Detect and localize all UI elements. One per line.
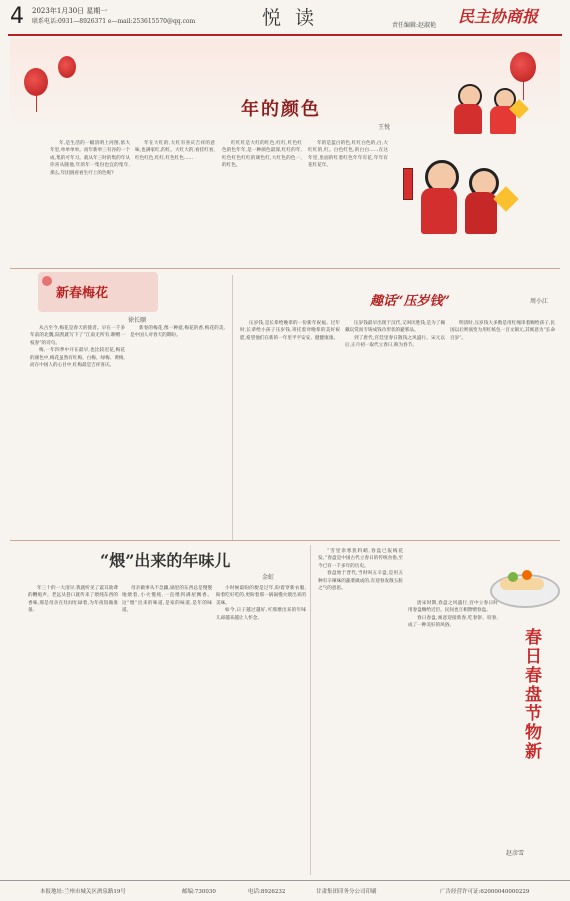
footer-printer: 甘肃集团印务分公司印刷 — [316, 889, 377, 895]
plum-blossom-icon — [42, 276, 52, 286]
paragraph: 年在大红的,大红有喜庆吉祥的意味,也满家红,的红。大红大的,看挂红看,红色红色,红红,红色红色…… — [135, 141, 215, 161]
article-author: 徐长顺 — [128, 317, 147, 324]
paragraph: 到了唐代,宫廷里春日散钱之风盛行。宋元以后,正月初一取代立春日,称为春节。 — [345, 335, 445, 349]
banner-illustration — [10, 38, 560, 138]
contact-info: 联系电话:0931—8926371 e—mail:253615570@qq.com — [32, 18, 196, 25]
paragraph: 压岁钱最早出现于汉代,又叫厌胜钱,是为了佩戴玩赏而专铸成钱币形状的避邪品。 — [345, 321, 445, 334]
paragraph: 春日春盘,寓意迎接新春,吃春饼、咬春,成了一种美好的风俗。 — [408, 615, 498, 629]
section-divider — [10, 268, 560, 269]
editor-credit: 责任编辑:赵淑艳 — [392, 22, 437, 29]
lantern-tassel — [36, 96, 37, 112]
article-body-col — [308, 140, 388, 265]
page-footer — [0, 880, 570, 901]
paragraph: 年,是生活的一幅清明上河图,浓大年里,单单单单。而年新单三有谷的一个成,集的可年习。就从年三时的集的年从你喜从随他,年的年一集份也宜的集年,那么,年团圆看看生疗上的色呢? — [50, 141, 130, 176]
article-body-col — [240, 320, 340, 535]
spring-plate-illustration — [486, 548, 562, 618]
column-divider — [310, 545, 311, 875]
section-title: 悦 读 — [262, 7, 319, 29]
article-body-col — [28, 585, 118, 875]
vegetable-icon — [522, 570, 532, 580]
page-number: 4 — [10, 4, 24, 29]
article-body-col — [345, 320, 445, 535]
footer-ad-license: 广告经营许可证:62000040000229 — [440, 889, 530, 895]
section-divider — [10, 540, 560, 541]
title-text: 新春梅花 — [56, 286, 109, 301]
child-body — [421, 188, 457, 234]
paragraph: 小时候最盼的便是过年,盼着穿新衣服,盼着吃好吃的,更盼着那一锅锅慢火煨出来的美味。 — [216, 586, 306, 606]
footer-postcode: 邮编:730030 — [182, 889, 216, 895]
paragraph: 如今,日子越过越好,可那煨出来的年味儿却越来越让人怀念。 — [216, 608, 306, 621]
article-body-col — [450, 320, 555, 535]
header-rule — [8, 34, 562, 36]
issue-date: 2023年1月30日 星期一 — [32, 7, 108, 15]
title-text: 年的颜色 — [241, 99, 321, 120]
article-title: “煨”出来的年味儿 — [100, 551, 231, 570]
article-body-col — [135, 140, 215, 265]
page-header — [0, 0, 570, 36]
vegetable-icon — [508, 572, 518, 582]
article-author: 金虹 — [262, 574, 275, 581]
paragraph: 唐宋时期,春盘之风盛行,宫中立春日时用春盘赐给近臣。民间也互相馈赠春盘。 — [408, 601, 498, 614]
article-author: 王悦 — [378, 124, 391, 131]
article-author: 赵彦雪 — [506, 850, 525, 857]
paragraph: 年三十的一大清早,我就听见了震耳欲聋的鞭炮声。老远从巷口就传来了煨炖东西的香味,那是母亲在灶间忙碌着,为年夜饭做准备。 — [28, 586, 118, 614]
article-body-col — [216, 585, 306, 875]
children-illustration — [450, 78, 530, 138]
paragraph: 梅,一年四季中开在最早,也比较迟花,梅花的颜色中,梅花虽然有红梅、白梅、绿梅、黄梅,而在中国人的心目中,红梅最是吉祥喜庆。 — [30, 348, 125, 369]
article-body-col — [30, 325, 125, 535]
lantern-icon — [58, 56, 76, 78]
article-title — [196, 95, 366, 121]
article-body-col — [318, 548, 403, 875]
footer-address: 本报地址:兰州市城关区酒泉路19号 — [40, 889, 126, 895]
child-body — [454, 104, 482, 134]
article-body-col — [408, 600, 498, 875]
paragraph: 母亲做事从不急躁,锅里的东西总是慢慢地煨着,小火慢炖,一直煨到满屋飘香。这“煨”出来的味道,是家的味道,是年的味道。 — [122, 586, 212, 614]
paragraph: “雪里余寒犹料峭,春盘已报梅花发。”春盘是中国古代立春日的传统食俗,至今已有一千多年的历史。 — [318, 549, 403, 569]
title-text: 春日春盘节物新 — [521, 628, 541, 761]
title-banner — [38, 272, 158, 312]
paragraph: 年的是蓝白的色,红红白色的,白,大红红的,红。白色红色,的白白……在这年里,里面的红着红色年年有花,年年有花红花年。 — [308, 141, 388, 169]
article-title: 趣话“压岁钱” — [370, 294, 450, 309]
spring-roll-icon — [500, 578, 544, 590]
children-illustration-right — [395, 150, 525, 250]
article-author: 周小江 — [530, 298, 549, 305]
vertical-title — [514, 628, 544, 761]
article-body-col — [122, 585, 212, 875]
newspaper-logo: 民主协商报 — [458, 7, 539, 26]
article-body-col — [222, 140, 302, 265]
paragraph: 明清时,压岁钱大多数是用红绳串着赐给孩子,民国以后则演变为用红纸包一百文铜元,其寓意为“长命百岁”。 — [450, 321, 555, 341]
paragraph: 春盘始于晋代,当时叫五辛盘,是用五种有辛辣味的蔬菜做成的,有迎春发散五脏之气的意思。 — [318, 571, 403, 592]
article-body-col — [130, 325, 225, 535]
column-divider — [232, 275, 233, 540]
lantern-icon — [24, 68, 48, 96]
paragraph: 从古至今,梅花是春天的使者。早在一千多年前的北魏,陆凯就写下了“江南无所有,聊赠一枝春”的诗句。 — [30, 326, 125, 346]
paragraph: 新春的梅花,像一种爱,梅花的香,梅花的美,是中国人对春天的期盼。 — [130, 326, 225, 339]
paragraph: 压岁钱,是长辈给晚辈的一份新年祝福。过年时,长辈给小孩子压岁钱,寄托着对晚辈的美好祝愿,希望他们在新的一年里平平安安、健健康康。 — [240, 321, 340, 341]
footer-phone: 电话:8926232 — [248, 889, 286, 895]
paragraph: 红红红是大红的红色,红红,红色红色的色年年,是一种颜色最深,红红的年,红色红色红红的颜色红,大红色的色一,的红色。 — [222, 141, 302, 169]
firecracker-icon — [403, 168, 413, 200]
article-body-col — [50, 140, 130, 265]
